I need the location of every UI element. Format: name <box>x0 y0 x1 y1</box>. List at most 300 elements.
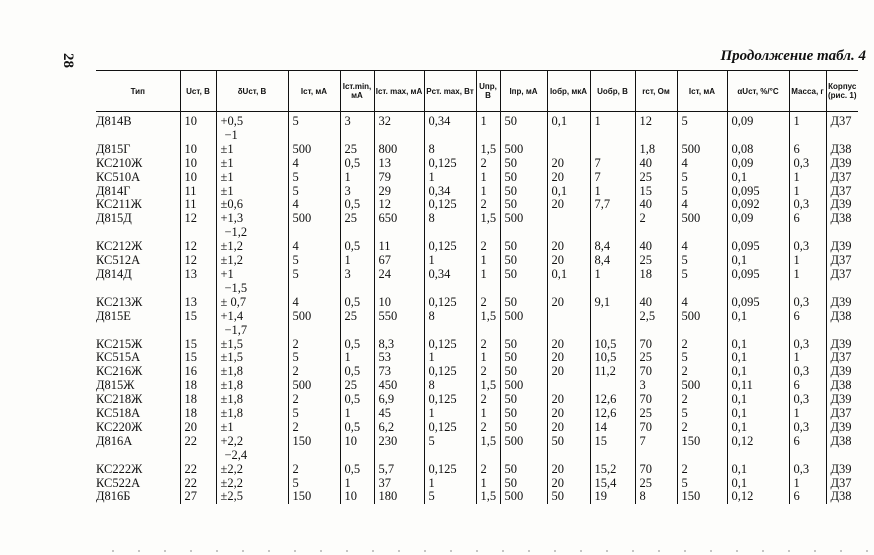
cell-type: Д814Д <box>96 266 132 281</box>
cell-a: 0,1 <box>727 254 789 268</box>
cell-a: 0,095 <box>727 296 789 310</box>
cell-imax: 24 <box>374 268 424 296</box>
table-header-row <box>96 71 858 112</box>
cell-i: 2 <box>288 463 340 477</box>
cell-i: 4 <box>288 240 340 254</box>
cell-m: 0,3 <box>789 393 826 407</box>
deviation-upper: +1,4 <box>220 308 244 323</box>
deviation-upper: ±2,2 <box>220 475 243 490</box>
cell-i: 5 <box>288 407 340 421</box>
deviation-upper: ±1 <box>220 155 234 170</box>
cell-imin: 3 <box>340 185 374 199</box>
cell-i2: 150 <box>677 435 727 463</box>
cell-iobr: 0,1 <box>547 112 590 143</box>
cell-type: КС215Ж <box>96 336 143 351</box>
cell-du <box>216 240 288 254</box>
cell-i2: 2 <box>677 421 727 435</box>
cell-u: 15 <box>180 310 216 338</box>
cell-i2: 5 <box>677 477 727 491</box>
cell-p: 0,125 <box>424 296 476 310</box>
cell-i2: 5 <box>677 407 727 421</box>
cell-u: 11 <box>180 198 216 212</box>
cell-upr: 2 <box>476 198 500 212</box>
cell-type: КС218Ж <box>96 392 143 407</box>
cell-a: 0,08 <box>727 143 789 157</box>
cell-k: Д39 <box>826 198 858 212</box>
table-row <box>96 171 858 185</box>
cell-type: КС222Ж <box>96 461 143 476</box>
cell-imax: 73 <box>374 365 424 379</box>
cell-imin: 0,5 <box>340 296 374 310</box>
cell-du <box>216 171 288 185</box>
cell-type: КС515А <box>96 350 141 365</box>
cell-k: Д37 <box>826 171 858 185</box>
deviation-lower: −1,5 <box>224 280 248 295</box>
cell-ipr: 50 <box>500 421 547 435</box>
cell-type: КС210Ж <box>96 155 143 170</box>
cell-p: 0,125 <box>424 198 476 212</box>
cell-k: Д38 <box>826 435 858 463</box>
cell-i: 2 <box>288 393 340 407</box>
cell-imax: 6,9 <box>374 393 424 407</box>
cell-type: Д814В <box>96 114 132 128</box>
cell-type: КС213Ж <box>96 294 143 309</box>
table-row <box>96 198 858 212</box>
table-row <box>96 393 858 407</box>
cell-a: 0,1 <box>727 477 789 491</box>
cell-upr: 1 <box>476 171 500 185</box>
table-row <box>96 435 858 463</box>
cell-k: Д39 <box>826 421 858 435</box>
cell-i: 4 <box>288 157 340 171</box>
cell-i: 4 <box>288 296 340 310</box>
cell-imin: 1 <box>340 477 374 491</box>
cell-iobr: 20 <box>547 240 590 254</box>
cell-uobr: 1 <box>590 268 635 296</box>
cell-uobr: 12,6 <box>590 407 635 421</box>
cell-imax: 11 <box>374 240 424 254</box>
deviation-lower: −1,2 <box>224 225 248 240</box>
cell-r: 1,8 <box>635 143 677 157</box>
column-header: Uобр, В <box>590 71 635 112</box>
cell-i: 5 <box>288 185 340 199</box>
cell-iobr <box>547 212 590 240</box>
cell-uobr: 1 <box>590 185 635 199</box>
column-header: Корпус (рис. 1) <box>826 71 858 112</box>
cell-i2: 500 <box>677 143 727 157</box>
cell-i: 500 <box>288 143 340 157</box>
cell-i2: 500 <box>677 310 727 338</box>
cell-i2: 5 <box>677 351 727 365</box>
cell-p: 0,34 <box>424 112 476 143</box>
cell-du <box>216 477 288 491</box>
cell-imin: 0,5 <box>340 365 374 379</box>
cell-ipr: 50 <box>500 157 547 171</box>
cell-imax: 32 <box>374 112 424 143</box>
cell-a: 0,1 <box>727 393 789 407</box>
cell-u: 13 <box>180 268 216 296</box>
cell-i2: 2 <box>677 338 727 352</box>
cell-p: 8 <box>424 379 476 393</box>
cell-r: 70 <box>635 463 677 477</box>
cell-iobr <box>547 379 590 393</box>
cell-du <box>216 379 288 393</box>
table-row <box>96 407 858 421</box>
cell-u: 27 <box>180 490 216 504</box>
cell-uobr: 10,5 <box>590 338 635 352</box>
table-row <box>96 112 858 143</box>
cell-r: 40 <box>635 198 677 212</box>
cell-uobr: 8,4 <box>590 240 635 254</box>
cell-uobr: 1 <box>590 112 635 143</box>
cell-du <box>216 463 288 477</box>
cell-r: 8 <box>635 490 677 504</box>
cell-imin: 3 <box>340 268 374 296</box>
cell-u: 18 <box>180 407 216 421</box>
cell-imax: 37 <box>374 477 424 491</box>
cell-i2: 500 <box>677 379 727 393</box>
cell-ipr: 50 <box>500 112 547 143</box>
cell-k: Д39 <box>826 338 858 352</box>
column-header: Iст, мА <box>677 71 727 112</box>
cell-i2: 5 <box>677 254 727 268</box>
cell-k: Д39 <box>826 463 858 477</box>
cell-a: 0,1 <box>727 310 789 338</box>
column-header: Iст. max, мА <box>374 71 424 112</box>
cell-imax: 29 <box>374 185 424 199</box>
cell-iobr: 0,1 <box>547 268 590 296</box>
cell-ipr: 50 <box>500 296 547 310</box>
cell-u: 20 <box>180 421 216 435</box>
table-row <box>96 212 858 240</box>
cell-uobr: 14 <box>590 421 635 435</box>
cell-upr: 1 <box>476 185 500 199</box>
cell-u: 22 <box>180 477 216 491</box>
cell-imax: 10 <box>374 296 424 310</box>
cell-uobr: 15,2 <box>590 463 635 477</box>
cell-k: Д38 <box>826 310 858 338</box>
cell-r: 18 <box>635 268 677 296</box>
cell-m: 0,3 <box>789 338 826 352</box>
cell-k: Д39 <box>826 296 858 310</box>
cell-iobr: 20 <box>547 338 590 352</box>
cell-imax: 450 <box>374 379 424 393</box>
table-row <box>96 490 858 504</box>
cell-upr: 1 <box>476 112 500 143</box>
cell-m: 1 <box>789 171 826 185</box>
cell-ipr: 50 <box>500 171 547 185</box>
cell-p: 5 <box>424 490 476 504</box>
cell-a: 0,12 <box>727 435 789 463</box>
cell-uobr: 7,7 <box>590 198 635 212</box>
cell-iobr: 20 <box>547 254 590 268</box>
table-row <box>96 477 858 491</box>
cell-imin: 1 <box>340 254 374 268</box>
deviation-upper: ±0,6 <box>220 197 243 212</box>
cell-iobr: 20 <box>547 407 590 421</box>
cell-imax: 53 <box>374 351 424 365</box>
deviation-upper: ±1,8 <box>220 378 243 393</box>
cell-iobr: 50 <box>547 435 590 463</box>
cell-ipr: 50 <box>500 351 547 365</box>
cell-p: 8 <box>424 310 476 338</box>
cell-uobr <box>590 310 635 338</box>
cell-p: 8 <box>424 143 476 157</box>
cell-upr: 1,5 <box>476 310 500 338</box>
column-header: Масса, г <box>789 71 826 112</box>
cell-u: 15 <box>180 351 216 365</box>
cell-m: 6 <box>789 379 826 393</box>
cell-imax: 550 <box>374 310 424 338</box>
cell-ipr: 50 <box>500 393 547 407</box>
deviation-upper: ±1,2 <box>220 239 243 254</box>
cell-u: 16 <box>180 365 216 379</box>
table-body <box>96 112 858 505</box>
cell-iobr: 20 <box>547 393 590 407</box>
cell-imax: 6,2 <box>374 421 424 435</box>
cell-upr: 1 <box>476 351 500 365</box>
column-header: Iст, мА <box>288 71 340 112</box>
cell-imax: 5,7 <box>374 463 424 477</box>
cell-uobr <box>590 379 635 393</box>
table-row <box>96 421 858 435</box>
cell-m: 1 <box>789 268 826 296</box>
cell-iobr <box>547 310 590 338</box>
cell-uobr: 9,1 <box>590 296 635 310</box>
cell-a: 0,092 <box>727 198 789 212</box>
cell-type: Д815Д <box>96 211 132 226</box>
cell-uobr: 15 <box>590 435 635 463</box>
cell-i2: 5 <box>677 185 727 199</box>
cell-type: КС512А <box>96 253 141 268</box>
cell-i2: 2 <box>677 463 727 477</box>
cell-ipr: 50 <box>500 407 547 421</box>
cell-r: 25 <box>635 407 677 421</box>
cell-ipr: 50 <box>500 338 547 352</box>
cell-u: 11 <box>180 185 216 199</box>
cell-type: КС510А <box>96 169 141 184</box>
cell-upr: 2 <box>476 421 500 435</box>
table-row <box>96 268 858 296</box>
deviation-upper: ±1 <box>220 419 234 434</box>
diode-spec-table <box>96 70 858 504</box>
cell-ipr: 500 <box>500 379 547 393</box>
deviation-upper: ±1 <box>220 183 234 198</box>
cell-du <box>216 421 288 435</box>
cell-p: 0,125 <box>424 338 476 352</box>
cell-type: КС220Ж <box>96 419 143 434</box>
cell-a: 0,1 <box>727 365 789 379</box>
cell-type: КС212Ж <box>96 239 143 254</box>
cell-k: Д39 <box>826 393 858 407</box>
cell-imin: 25 <box>340 310 374 338</box>
cell-type: Д816А <box>96 433 133 448</box>
cell-m: 6 <box>789 143 826 157</box>
cell-du <box>216 338 288 352</box>
cell-upr: 2 <box>476 240 500 254</box>
cell-imin: 0,5 <box>340 393 374 407</box>
cell-ipr: 500 <box>500 212 547 240</box>
cell-imax: 79 <box>374 171 424 185</box>
cell-i: 2 <box>288 421 340 435</box>
cell-a: 0,1 <box>727 463 789 477</box>
table-row <box>96 185 858 199</box>
cell-k: Д37 <box>826 254 858 268</box>
cell-i: 5 <box>288 254 340 268</box>
cell-u: 22 <box>180 463 216 477</box>
cell-r: 40 <box>635 296 677 310</box>
cell-a: 0,11 <box>727 379 789 393</box>
cell-k: Д38 <box>826 379 858 393</box>
cell-p: 5 <box>424 435 476 463</box>
cell-a: 0,09 <box>727 112 789 143</box>
cell-du <box>216 112 288 143</box>
cell-k: Д39 <box>826 365 858 379</box>
cell-r: 70 <box>635 393 677 407</box>
cell-r: 70 <box>635 365 677 379</box>
table-row <box>96 296 858 310</box>
cell-iobr <box>547 143 590 157</box>
cell-ipr: 50 <box>500 268 547 296</box>
cell-a: 0,09 <box>727 157 789 171</box>
cell-k: Д37 <box>826 407 858 421</box>
cell-i: 4 <box>288 198 340 212</box>
cell-p: 0,125 <box>424 421 476 435</box>
cell-m: 1 <box>789 407 826 421</box>
cell-p: 1 <box>424 254 476 268</box>
deviation-lower: −1 <box>224 127 238 142</box>
cell-upr: 2 <box>476 296 500 310</box>
cell-ipr: 50 <box>500 198 547 212</box>
cell-imax: 8,3 <box>374 338 424 352</box>
cell-r: 70 <box>635 338 677 352</box>
column-header: Uпр, В <box>476 71 500 112</box>
cell-uobr: 10,5 <box>590 351 635 365</box>
cell-i2: 4 <box>677 240 727 254</box>
cell-du <box>216 310 288 338</box>
table-row <box>96 254 858 268</box>
cell-iobr: 20 <box>547 171 590 185</box>
cell-iobr: 20 <box>547 421 590 435</box>
cell-imin: 3 <box>340 112 374 143</box>
cell-i: 5 <box>288 351 340 365</box>
cell-p: 0,125 <box>424 463 476 477</box>
cell-uobr: 11,2 <box>590 365 635 379</box>
table-row <box>96 379 858 393</box>
cell-a: 0,12 <box>727 490 789 504</box>
cell-uobr: 12,6 <box>590 393 635 407</box>
cell-uobr <box>590 212 635 240</box>
cell-iobr: 20 <box>547 477 590 491</box>
cell-upr: 1 <box>476 268 500 296</box>
cell-imin: 0,5 <box>340 338 374 352</box>
cell-du <box>216 268 288 296</box>
cell-type: КС522А <box>96 475 141 490</box>
cell-m: 0,3 <box>789 365 826 379</box>
cell-upr: 1,5 <box>476 212 500 240</box>
cell-k: Д38 <box>826 212 858 240</box>
cell-upr: 1,5 <box>476 435 500 463</box>
deviation-upper: ±1 <box>220 141 234 156</box>
cell-k: Д37 <box>826 477 858 491</box>
deviation-upper: ±1,2 <box>220 253 243 268</box>
deviation-upper: ±1,8 <box>220 406 243 421</box>
cell-upr: 1,5 <box>476 490 500 504</box>
cell-du <box>216 254 288 268</box>
cell-imax: 180 <box>374 490 424 504</box>
cell-k: Д38 <box>826 143 858 157</box>
cell-i: 150 <box>288 435 340 463</box>
cell-imin: 0,5 <box>340 463 374 477</box>
cell-u: 22 <box>180 435 216 463</box>
cell-i2: 5 <box>677 112 727 143</box>
cell-type: Д815Е <box>96 308 131 323</box>
cell-type: Д814Г <box>96 183 131 198</box>
cell-imin: 25 <box>340 379 374 393</box>
cell-ipr: 500 <box>500 143 547 157</box>
deviation-upper: +1,3 <box>220 211 244 226</box>
cell-p: 1 <box>424 477 476 491</box>
column-header: Iпр, мА <box>500 71 547 112</box>
cell-p: 0,125 <box>424 157 476 171</box>
cell-ipr: 50 <box>500 463 547 477</box>
cell-imin: 0,5 <box>340 157 374 171</box>
deviation-upper: ±2,2 <box>220 461 243 476</box>
cell-u: 10 <box>180 171 216 185</box>
table-row <box>96 143 858 157</box>
cell-du <box>216 185 288 199</box>
column-header: δUст, В <box>216 71 288 112</box>
cell-a: 0,1 <box>727 351 789 365</box>
cell-iobr: 20 <box>547 463 590 477</box>
cell-du <box>216 365 288 379</box>
deviation-upper: ±1 <box>220 169 234 184</box>
cell-u: 12 <box>180 240 216 254</box>
cell-m: 6 <box>789 490 826 504</box>
cell-upr: 1 <box>476 254 500 268</box>
cell-p: 0,125 <box>424 240 476 254</box>
cell-i2: 2 <box>677 393 727 407</box>
cell-i: 2 <box>288 338 340 352</box>
cell-ipr: 50 <box>500 477 547 491</box>
cell-du <box>216 143 288 157</box>
cell-i: 150 <box>288 490 340 504</box>
cell-imax: 13 <box>374 157 424 171</box>
deviation-upper: +0,5 <box>220 114 244 128</box>
cell-iobr: 20 <box>547 157 590 171</box>
cell-du <box>216 351 288 365</box>
cell-imin: 1 <box>340 407 374 421</box>
cell-iobr: 20 <box>547 198 590 212</box>
cell-imax: 230 <box>374 435 424 463</box>
cell-r: 40 <box>635 240 677 254</box>
cell-k: Д37 <box>826 112 858 143</box>
cell-i2: 4 <box>677 296 727 310</box>
cell-u: 18 <box>180 379 216 393</box>
cell-uobr: 7 <box>590 157 635 171</box>
cell-r: 12 <box>635 112 677 143</box>
cell-p: 1 <box>424 407 476 421</box>
cell-upr: 2 <box>476 157 500 171</box>
cell-u: 12 <box>180 212 216 240</box>
cell-m: 1 <box>789 477 826 491</box>
cell-m: 1 <box>789 185 826 199</box>
table-row <box>96 157 858 171</box>
cell-u: 13 <box>180 296 216 310</box>
cell-k: Д38 <box>826 490 858 504</box>
cell-k: Д39 <box>826 157 858 171</box>
cell-uobr: 19 <box>590 490 635 504</box>
